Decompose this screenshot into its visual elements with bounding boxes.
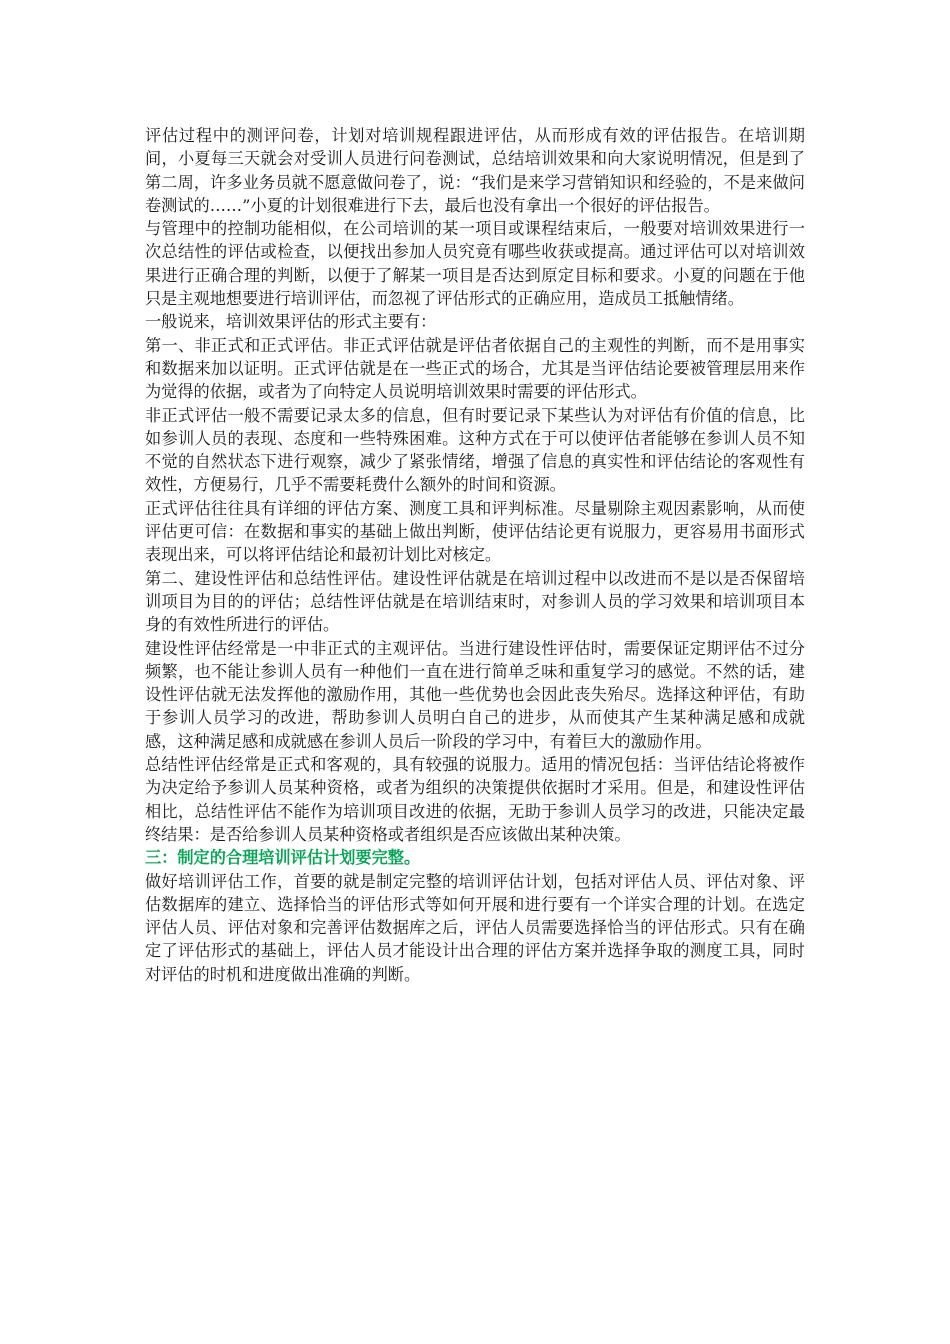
paragraph-formal-detail: 正式评估往往具有详细的评估方案、测度工具和评判标准。尽量剔除主观因素影响，从而使评估更可信：在数据和事实的基础上做出判断，使评估结论更有说服力，更容易用书面形式表现出来，可以将评估结论和最初计划比对核定。 (145, 498, 805, 565)
paragraph-informal-formal: 第一、非正式和正式评估。非正式评估就是评估者依据自己的主观性的判断，而不是用事实和数据来加以证明。正式评估就是在一些正式的场合，尤其是当评估结论要被管理层用来作为觉得的依据，或者为了向特定人员说明培训效果时需要的评估形式。 (145, 335, 805, 402)
paragraph-constructive-summative: 第二、建设性评估和总结性评估。建设性评估就是在培训过程中以改进而不是以是否保留培训项目为目的的评估；总结性评估就是在培训结束时，对参训人员的学习效果和培训项目本身的有效性所进行的评估。 (145, 568, 805, 635)
paragraph-forms-intro: 一般说来，培训效果评估的形式主要有： (145, 312, 437, 332)
paragraph-control-function: 与管理中的控制功能相似，在公司培训的某一项目或课程结束后，一般要对培训效果进行一次总结性的评估或检查，以便找出参加人员究竟有哪些收获或提高。通过评估可以对培训效果进行正确合理的判断，以便于了解某一项目是否达到原定目标和要求。小夏的问题在于他只是主观地想要进行培训评估，而忽视了评估形式的正确应用，造成员工抵触情绪。 (145, 219, 805, 309)
paragraph-informal-detail: 非正式评估一般不需要记录太多的信息，但有时要记录下某些认为对评估有价值的信息，比如参训人员的表现、态度和一些特殊困难。这种方式在于可以使评估者能够在参训人员不知不觉的自然状态下进行观察，减少了紧张情绪，增强了信息的真实性和评估结论的客观性有效性，方便易行，几乎不需要耗费什么额外的时间和资源。 (145, 405, 805, 495)
document-body (145, 124, 805, 986)
paragraph-constructive-detail: 建设性评估经常是一中非正式的主观评估。当进行建设性评估时，需要保证定期评估不过分频繁，也不能让参训人员有一种他们一直在进行简单乏味和重复学习的感觉。不然的话，建设性评估就无法发挥他的激励作用，其他一些优势也会因此丧失殆尽。选择这种评估，有助于参训人员学习的改进，帮助参训人员明白自己的进步，从而使其产生某种满足感和成就感，这种满足感和成就感在参训人员后一阶段的学习中，有着巨大的激励作用。 (145, 638, 805, 751)
section-heading: 三：制定的合理培训评估计划要完整。 (145, 848, 421, 868)
paragraph-evaluation-plan: 做好培训评估工作，首要的就是制定完整的培训评估计划，包括对评估人员、评估对象、评估数据库的建立、选择恰当的评估形式等如何开展和进行要有一个详实合理的计划。在选定评估人员、评估对象和完善评估数据库之后，评估人员需要选择恰当的评估形式。只有在确定了评估形式的基础上，评估人员才能设计出合理的评估方案并选择争取的测度工具，同时对评估的时机和进度做出准确的判断。 (145, 871, 805, 984)
paragraph-summative-detail: 总结性评估经常是正式和客观的，具有较强的说服力。适用的情况包括：当评估结论将被作为决定给予参训人员某种资格，或者为组织的决策提供依据时才采用。但是，和建设性评估相比，总结性评估不能作为培训项目改进的依据，无助于参训人员学习的改进，只能决定最终结果：是否给参训人员某种资格或者组织是否应该做出某种决策。 (145, 755, 805, 844)
paragraph-survey-story: 评估过程中的测评问卷，计划对培训规程跟进评估，从而形成有效的评估报告。在培训期间，小夏每三天就会对受训人员进行问卷测试，总结培训效果和向大家说明情况，但是到了第二周，许多业务员就不愿意做问卷了，说：“我们是来学习营销知识和经验的，不是来做问卷测试的……”小夏的计划很难进行下去，最后也没有拿出一个很好的评估报告。 (145, 126, 805, 215)
